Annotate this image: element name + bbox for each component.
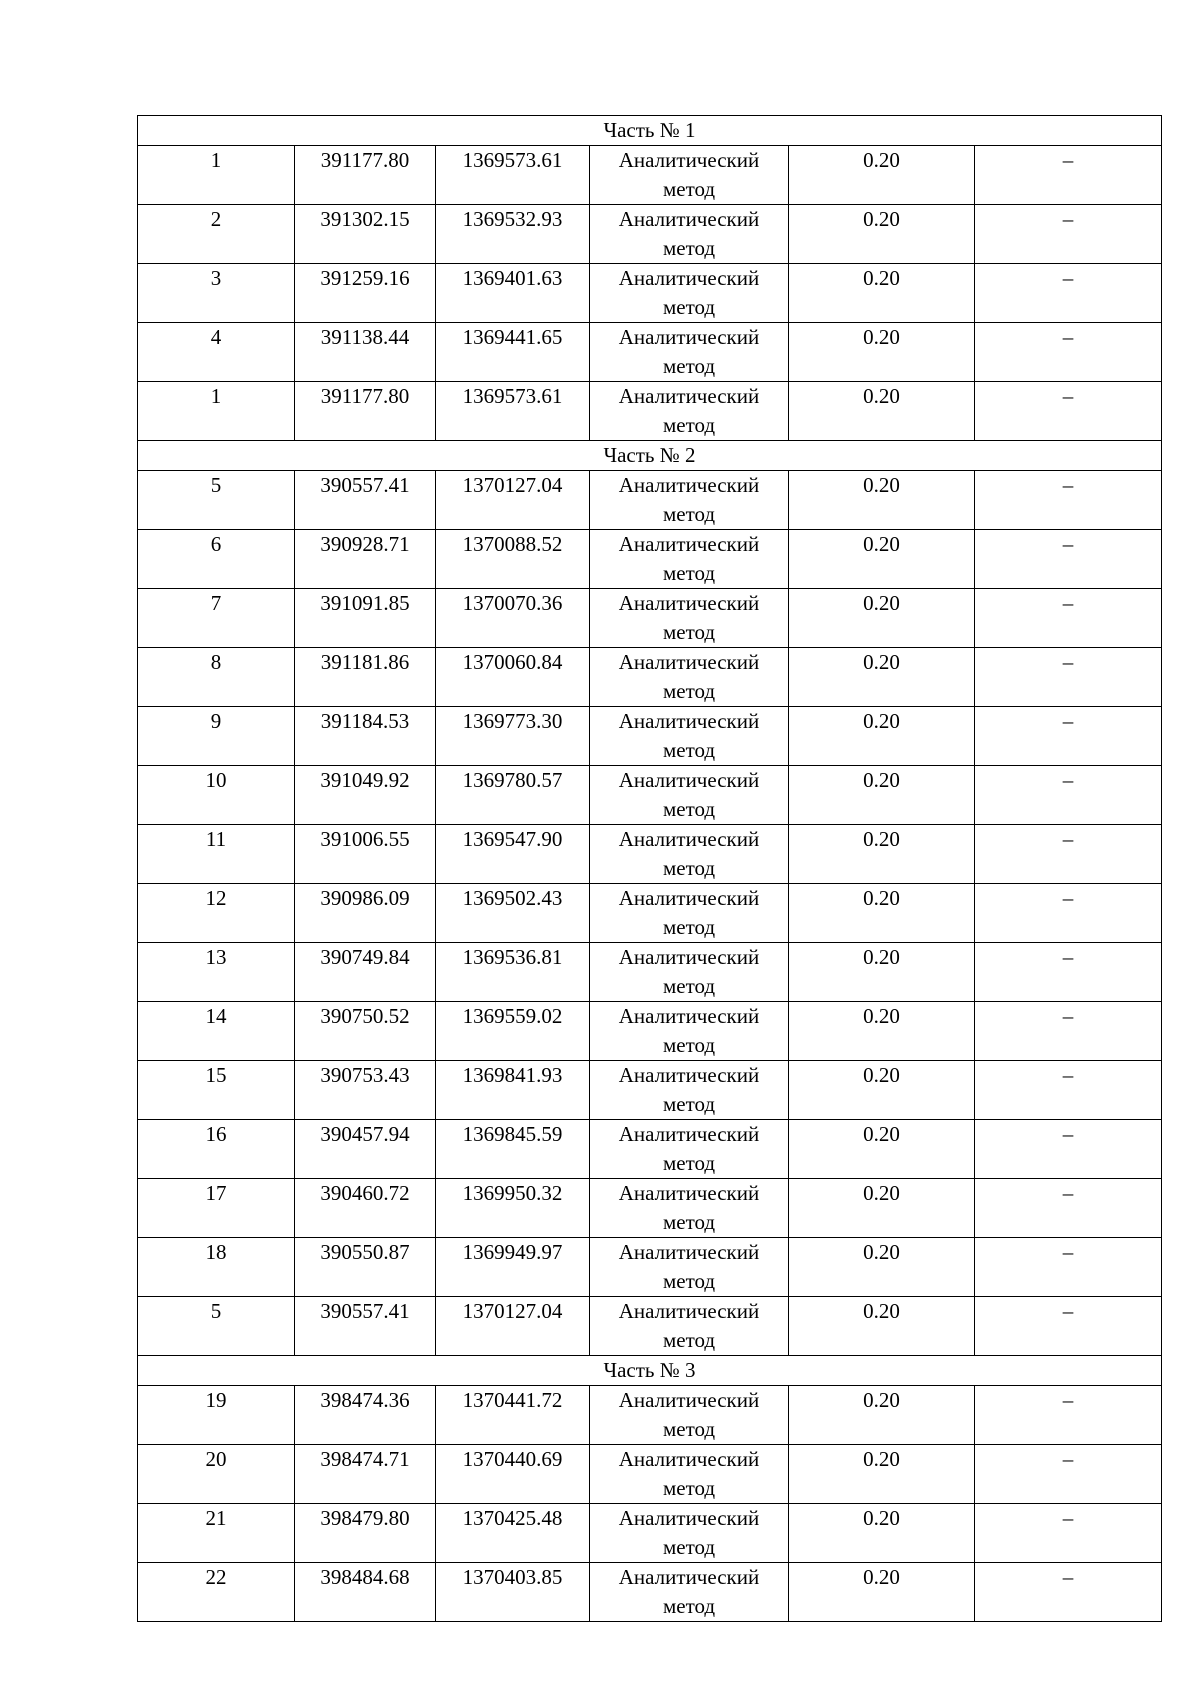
- note-cell: –: [975, 530, 1162, 589]
- y-coordinate-cell: 1370440.69: [436, 1445, 590, 1504]
- note-cell: –: [975, 589, 1162, 648]
- method-text: Аналитический метод: [618, 1240, 760, 1293]
- method-text: Аналитический метод: [618, 591, 760, 644]
- x-coordinate-cell: 390557.41: [295, 471, 436, 530]
- method-cell: [590, 707, 789, 766]
- x-coordinate-cell: 391302.15: [295, 205, 436, 264]
- method-cell: [590, 1445, 789, 1504]
- x-coordinate-cell: 391006.55: [295, 825, 436, 884]
- x-coordinate-cell: 391184.53: [295, 707, 436, 766]
- method-text: Аналитический метод: [618, 1388, 760, 1441]
- method-text: Аналитический метод: [618, 1063, 760, 1116]
- accuracy-cell: 0.20: [789, 1445, 975, 1504]
- table-row: [138, 943, 1162, 1002]
- note-cell: –: [975, 943, 1162, 1002]
- point-number-cell: 11: [138, 825, 295, 884]
- accuracy-cell: 0.20: [789, 943, 975, 1002]
- x-coordinate-cell: 390928.71: [295, 530, 436, 589]
- method-cell: [590, 530, 789, 589]
- accuracy-cell: 0.20: [789, 1563, 975, 1622]
- point-number-cell: 5: [138, 471, 295, 530]
- accuracy-cell: 0.20: [789, 264, 975, 323]
- section-title: Часть № 3: [138, 1356, 1162, 1386]
- y-coordinate-cell: 1370060.84: [436, 648, 590, 707]
- table-row: [138, 1563, 1162, 1622]
- accuracy-cell: 0.20: [789, 825, 975, 884]
- accuracy-cell: 0.20: [789, 1386, 975, 1445]
- y-coordinate-cell: 1369502.43: [436, 884, 590, 943]
- note-cell: –: [975, 884, 1162, 943]
- method-cell: [590, 943, 789, 1002]
- method-cell: [590, 323, 789, 382]
- x-coordinate-cell: 391138.44: [295, 323, 436, 382]
- y-coordinate-cell: 1370425.48: [436, 1504, 590, 1563]
- point-number-cell: 1: [138, 146, 295, 205]
- method-text: Аналитический метод: [618, 1447, 760, 1500]
- accuracy-cell: 0.20: [789, 1504, 975, 1563]
- accuracy-cell: 0.20: [789, 382, 975, 441]
- point-number-cell: 18: [138, 1238, 295, 1297]
- y-coordinate-cell: 1369441.65: [436, 323, 590, 382]
- accuracy-cell: 0.20: [789, 1061, 975, 1120]
- table-row: [138, 1445, 1162, 1504]
- method-cell: [590, 1563, 789, 1622]
- method-text: Аналитический метод: [618, 1565, 760, 1618]
- table-row: [138, 1120, 1162, 1179]
- method-cell: [590, 589, 789, 648]
- point-number-cell: 8: [138, 648, 295, 707]
- section-title: Часть № 2: [138, 441, 1162, 471]
- y-coordinate-cell: 1369559.02: [436, 1002, 590, 1061]
- note-cell: –: [975, 1179, 1162, 1238]
- y-coordinate-cell: 1369780.57: [436, 766, 590, 825]
- accuracy-cell: 0.20: [789, 205, 975, 264]
- method-cell: [590, 884, 789, 943]
- x-coordinate-cell: 390457.94: [295, 1120, 436, 1179]
- table-row: [138, 323, 1162, 382]
- y-coordinate-cell: 1369845.59: [436, 1120, 590, 1179]
- point-number-cell: 6: [138, 530, 295, 589]
- y-coordinate-cell: 1370441.72: [436, 1386, 590, 1445]
- section-header-row: [138, 116, 1162, 146]
- table-row: [138, 530, 1162, 589]
- accuracy-cell: 0.20: [789, 707, 975, 766]
- method-cell: [590, 146, 789, 205]
- x-coordinate-cell: 391091.85: [295, 589, 436, 648]
- y-coordinate-cell: 1369949.97: [436, 1238, 590, 1297]
- accuracy-cell: 0.20: [789, 1179, 975, 1238]
- note-cell: –: [975, 1504, 1162, 1563]
- note-cell: –: [975, 825, 1162, 884]
- table-row: [138, 825, 1162, 884]
- method-text: Аналитический метод: [618, 1122, 760, 1175]
- note-cell: –: [975, 205, 1162, 264]
- y-coordinate-cell: 1369401.63: [436, 264, 590, 323]
- section-header-row: [138, 441, 1162, 471]
- point-number-cell: 1: [138, 382, 295, 441]
- y-coordinate-cell: 1369536.81: [436, 943, 590, 1002]
- x-coordinate-cell: 398479.80: [295, 1504, 436, 1563]
- table-row: [138, 471, 1162, 530]
- method-text: Аналитический метод: [618, 886, 760, 939]
- point-number-cell: 20: [138, 1445, 295, 1504]
- x-coordinate-cell: 390986.09: [295, 884, 436, 943]
- method-cell: [590, 1179, 789, 1238]
- point-number-cell: 17: [138, 1179, 295, 1238]
- note-cell: –: [975, 1120, 1162, 1179]
- table-body: [138, 116, 1162, 1622]
- point-number-cell: 7: [138, 589, 295, 648]
- point-number-cell: 5: [138, 1297, 295, 1356]
- note-cell: –: [975, 146, 1162, 205]
- table-row: [138, 1002, 1162, 1061]
- accuracy-cell: 0.20: [789, 146, 975, 205]
- method-cell: [590, 648, 789, 707]
- x-coordinate-cell: 391177.80: [295, 146, 436, 205]
- table-row: [138, 205, 1162, 264]
- method-text: Аналитический метод: [618, 1506, 760, 1559]
- y-coordinate-cell: 1370088.52: [436, 530, 590, 589]
- section-header-row: [138, 1356, 1162, 1386]
- accuracy-cell: 0.20: [789, 1120, 975, 1179]
- accuracy-cell: 0.20: [789, 471, 975, 530]
- y-coordinate-cell: 1369573.61: [436, 382, 590, 441]
- accuracy-cell: 0.20: [789, 1297, 975, 1356]
- accuracy-cell: 0.20: [789, 648, 975, 707]
- table-row: [138, 1504, 1162, 1563]
- method-cell: [590, 1297, 789, 1356]
- y-coordinate-cell: 1370127.04: [436, 1297, 590, 1356]
- table-row: [138, 264, 1162, 323]
- note-cell: –: [975, 648, 1162, 707]
- x-coordinate-cell: 391259.16: [295, 264, 436, 323]
- note-cell: –: [975, 1386, 1162, 1445]
- accuracy-cell: 0.20: [789, 589, 975, 648]
- x-coordinate-cell: 398484.68: [295, 1563, 436, 1622]
- table-row: [138, 1386, 1162, 1445]
- x-coordinate-cell: 390750.52: [295, 1002, 436, 1061]
- method-text: Аналитический метод: [618, 709, 760, 762]
- section-title: Часть № 1: [138, 116, 1162, 146]
- x-coordinate-cell: 390557.41: [295, 1297, 436, 1356]
- note-cell: –: [975, 1297, 1162, 1356]
- method-cell: [590, 825, 789, 884]
- method-text: Аналитический метод: [618, 325, 760, 378]
- note-cell: –: [975, 323, 1162, 382]
- x-coordinate-cell: 391177.80: [295, 382, 436, 441]
- point-number-cell: 4: [138, 323, 295, 382]
- method-cell: [590, 766, 789, 825]
- table-row: [138, 884, 1162, 943]
- note-cell: –: [975, 264, 1162, 323]
- method-text: Аналитический метод: [618, 532, 760, 585]
- method-text: Аналитический метод: [618, 207, 760, 260]
- point-number-cell: 19: [138, 1386, 295, 1445]
- point-number-cell: 12: [138, 884, 295, 943]
- note-cell: –: [975, 471, 1162, 530]
- point-number-cell: 14: [138, 1002, 295, 1061]
- method-text: Аналитический метод: [618, 148, 760, 201]
- y-coordinate-cell: 1369950.32: [436, 1179, 590, 1238]
- accuracy-cell: 0.20: [789, 530, 975, 589]
- table-row: [138, 1179, 1162, 1238]
- method-cell: [590, 471, 789, 530]
- method-text: Аналитический метод: [618, 1181, 760, 1234]
- x-coordinate-cell: 390460.72: [295, 1179, 436, 1238]
- y-coordinate-cell: 1369773.30: [436, 707, 590, 766]
- point-number-cell: 16: [138, 1120, 295, 1179]
- coordinates-table: [137, 115, 1162, 1622]
- x-coordinate-cell: 390550.87: [295, 1238, 436, 1297]
- method-cell: [590, 382, 789, 441]
- accuracy-cell: 0.20: [789, 323, 975, 382]
- table-row: [138, 589, 1162, 648]
- table-row: [138, 1238, 1162, 1297]
- y-coordinate-cell: 1369573.61: [436, 146, 590, 205]
- x-coordinate-cell: 391049.92: [295, 766, 436, 825]
- note-cell: –: [975, 1445, 1162, 1504]
- method-text: Аналитический метод: [618, 827, 760, 880]
- note-cell: –: [975, 1563, 1162, 1622]
- x-coordinate-cell: 398474.36: [295, 1386, 436, 1445]
- x-coordinate-cell: 391181.86: [295, 648, 436, 707]
- note-cell: –: [975, 382, 1162, 441]
- method-text: Аналитический метод: [618, 768, 760, 821]
- accuracy-cell: 0.20: [789, 1002, 975, 1061]
- x-coordinate-cell: 398474.71: [295, 1445, 436, 1504]
- x-coordinate-cell: 390753.43: [295, 1061, 436, 1120]
- method-cell: [590, 1061, 789, 1120]
- table-row: [138, 1297, 1162, 1356]
- table-row: [138, 146, 1162, 205]
- point-number-cell: 2: [138, 205, 295, 264]
- y-coordinate-cell: 1369532.93: [436, 205, 590, 264]
- y-coordinate-cell: 1369841.93: [436, 1061, 590, 1120]
- y-coordinate-cell: 1370070.36: [436, 589, 590, 648]
- table-row: [138, 766, 1162, 825]
- accuracy-cell: 0.20: [789, 1238, 975, 1297]
- method-cell: [590, 1386, 789, 1445]
- point-number-cell: 21: [138, 1504, 295, 1563]
- method-cell: [590, 264, 789, 323]
- point-number-cell: 9: [138, 707, 295, 766]
- note-cell: –: [975, 1061, 1162, 1120]
- point-number-cell: 10: [138, 766, 295, 825]
- table-row: [138, 707, 1162, 766]
- method-cell: [590, 1120, 789, 1179]
- note-cell: –: [975, 766, 1162, 825]
- method-cell: [590, 1238, 789, 1297]
- method-cell: [590, 1504, 789, 1563]
- method-text: Аналитический метод: [618, 266, 760, 319]
- table-row: [138, 382, 1162, 441]
- y-coordinate-cell: 1370403.85: [436, 1563, 590, 1622]
- accuracy-cell: 0.20: [789, 766, 975, 825]
- y-coordinate-cell: 1369547.90: [436, 825, 590, 884]
- method-text: Аналитический метод: [618, 473, 760, 526]
- method-text: Аналитический метод: [618, 650, 760, 703]
- point-number-cell: 15: [138, 1061, 295, 1120]
- method-text: Аналитический метод: [618, 1299, 760, 1352]
- method-text: Аналитический метод: [618, 1004, 760, 1057]
- note-cell: –: [975, 1238, 1162, 1297]
- method-text: Аналитический метод: [618, 945, 760, 998]
- accuracy-cell: 0.20: [789, 884, 975, 943]
- note-cell: –: [975, 707, 1162, 766]
- method-cell: [590, 1002, 789, 1061]
- table-row: [138, 648, 1162, 707]
- point-number-cell: 13: [138, 943, 295, 1002]
- point-number-cell: 22: [138, 1563, 295, 1622]
- method-text: Аналитический метод: [618, 384, 760, 437]
- y-coordinate-cell: 1370127.04: [436, 471, 590, 530]
- x-coordinate-cell: 390749.84: [295, 943, 436, 1002]
- note-cell: –: [975, 1002, 1162, 1061]
- table-row: [138, 1061, 1162, 1120]
- method-cell: [590, 205, 789, 264]
- point-number-cell: 3: [138, 264, 295, 323]
